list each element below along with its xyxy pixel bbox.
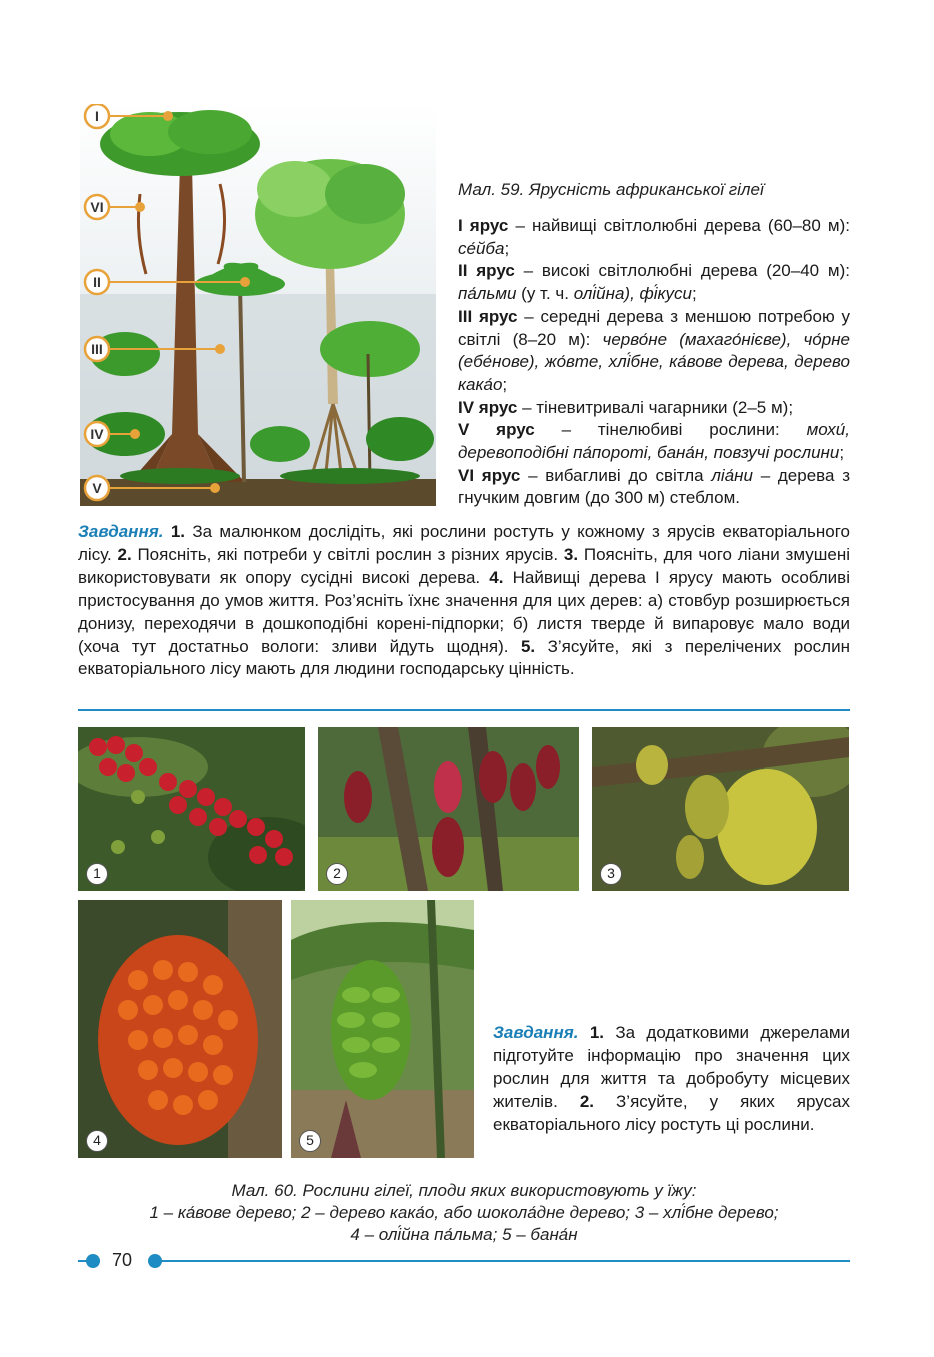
rainforest-layers-illustration — [80, 104, 436, 506]
photo-number: 1 — [86, 863, 108, 885]
photo-number: 3 — [600, 863, 622, 885]
oil-palm-photo — [78, 900, 282, 1158]
task-label: Завдання. — [493, 1023, 579, 1042]
tier-2-description: II ярус – високі світлолюбні дерева (20–40 м): па́льми (у т. ч. олі́йна), фі́куси; — [458, 261, 850, 304]
tier-3-description: III ярус – середні дерева з меншою потребою у світлі (8–20 м): черво́не (махаго́нієве), чо́рне (ебе́нове), жо́вте, хлі́бне, ка́вове дерева, дерево кака́о; — [458, 306, 850, 394]
photo-number: 4 — [86, 1130, 108, 1152]
figure-59-caption: Мал. 59. Ярусність африканської гілеї — [458, 180, 764, 199]
footer-rule — [158, 1260, 850, 1262]
tier-marker-6: VI — [90, 199, 104, 215]
tier-descriptions — [458, 215, 850, 510]
tier-marker-2: II — [93, 274, 101, 290]
section-divider — [78, 709, 850, 711]
banana-photo — [291, 900, 474, 1158]
page-footer — [78, 1250, 850, 1272]
tier-6-description: VI ярус – вибагливі до світла ліа́ни – дерева з гнучким довгим (до 300 м) стеблом. — [458, 465, 850, 508]
tier-5-description: V ярус – тінелюбиві рослини: мохи́, деревоподібні па́пороті, бана́н, повзучі рослини; — [458, 420, 850, 463]
footer-dot-icon — [86, 1254, 100, 1268]
tier-1-description: I ярус – найвищі світлолюбні дерева (60–80 м): се́йба; — [458, 216, 850, 258]
page-number: 70 — [112, 1250, 133, 1270]
tier-marker-3: III — [91, 341, 103, 357]
breadfruit-photo — [592, 727, 849, 891]
cocoa-photo — [318, 727, 579, 891]
figure-60-caption: Мал. 60. Рослини гілеї, плоди яких використовують у їжу: 1 – ка́вове дерево; 2 – дерево кака́о, або шокола́дне дерево; 3 – хлі́бне дерево; 4 – олі́йна па́льма; 5 – бана́н — [149, 1181, 779, 1244]
photo-number: 2 — [326, 863, 348, 885]
task-2-paragraph: Завдання. 1. За додатковими джерелами підготуйте інформацію про значення цих рослин для життя та добробуту місцевих жителів. 2. З’ясуйте, у яких ярусах екваторіального лісу ростуть ці рослини. — [493, 1023, 851, 1134]
task-label: Завдання. — [78, 522, 164, 541]
tier-4-description: IV ярус – тіневитривалі чагарники (2–5 м); — [458, 397, 794, 417]
tier-marker-1: I — [95, 108, 99, 124]
coffee-photo — [78, 727, 305, 891]
task-1-paragraph: Завдання. 1. За малюнком дослідіть, які рослини ростуть у кожному з ярусів екваторіального лісу. 2. Поясніть, які потреби у світлі рослин з різних ярусів. 3. Поясніть, для чого ліани змушені використовувати як опору сусідні високі дерева. 4. Найвищі дерева I ярусу мають особливі пристосування до умов життя. Роз’ясніть їхнє значення для цих дерев: а) стовбур розширюється донизу, переходячи в дошкоподібні корені-підпорки; б) листя тверде й випаровує мало води (хоча тут достатньо вологи: зливи йдуть щодня). 5. З’ясуйте, які з перелічених рослин екваторіального лісу мають для людини господарську цінність. — [78, 522, 850, 679]
tier-marker-5: V — [92, 480, 102, 496]
photo-number: 5 — [299, 1130, 321, 1152]
tier-marker-4: IV — [90, 426, 104, 442]
